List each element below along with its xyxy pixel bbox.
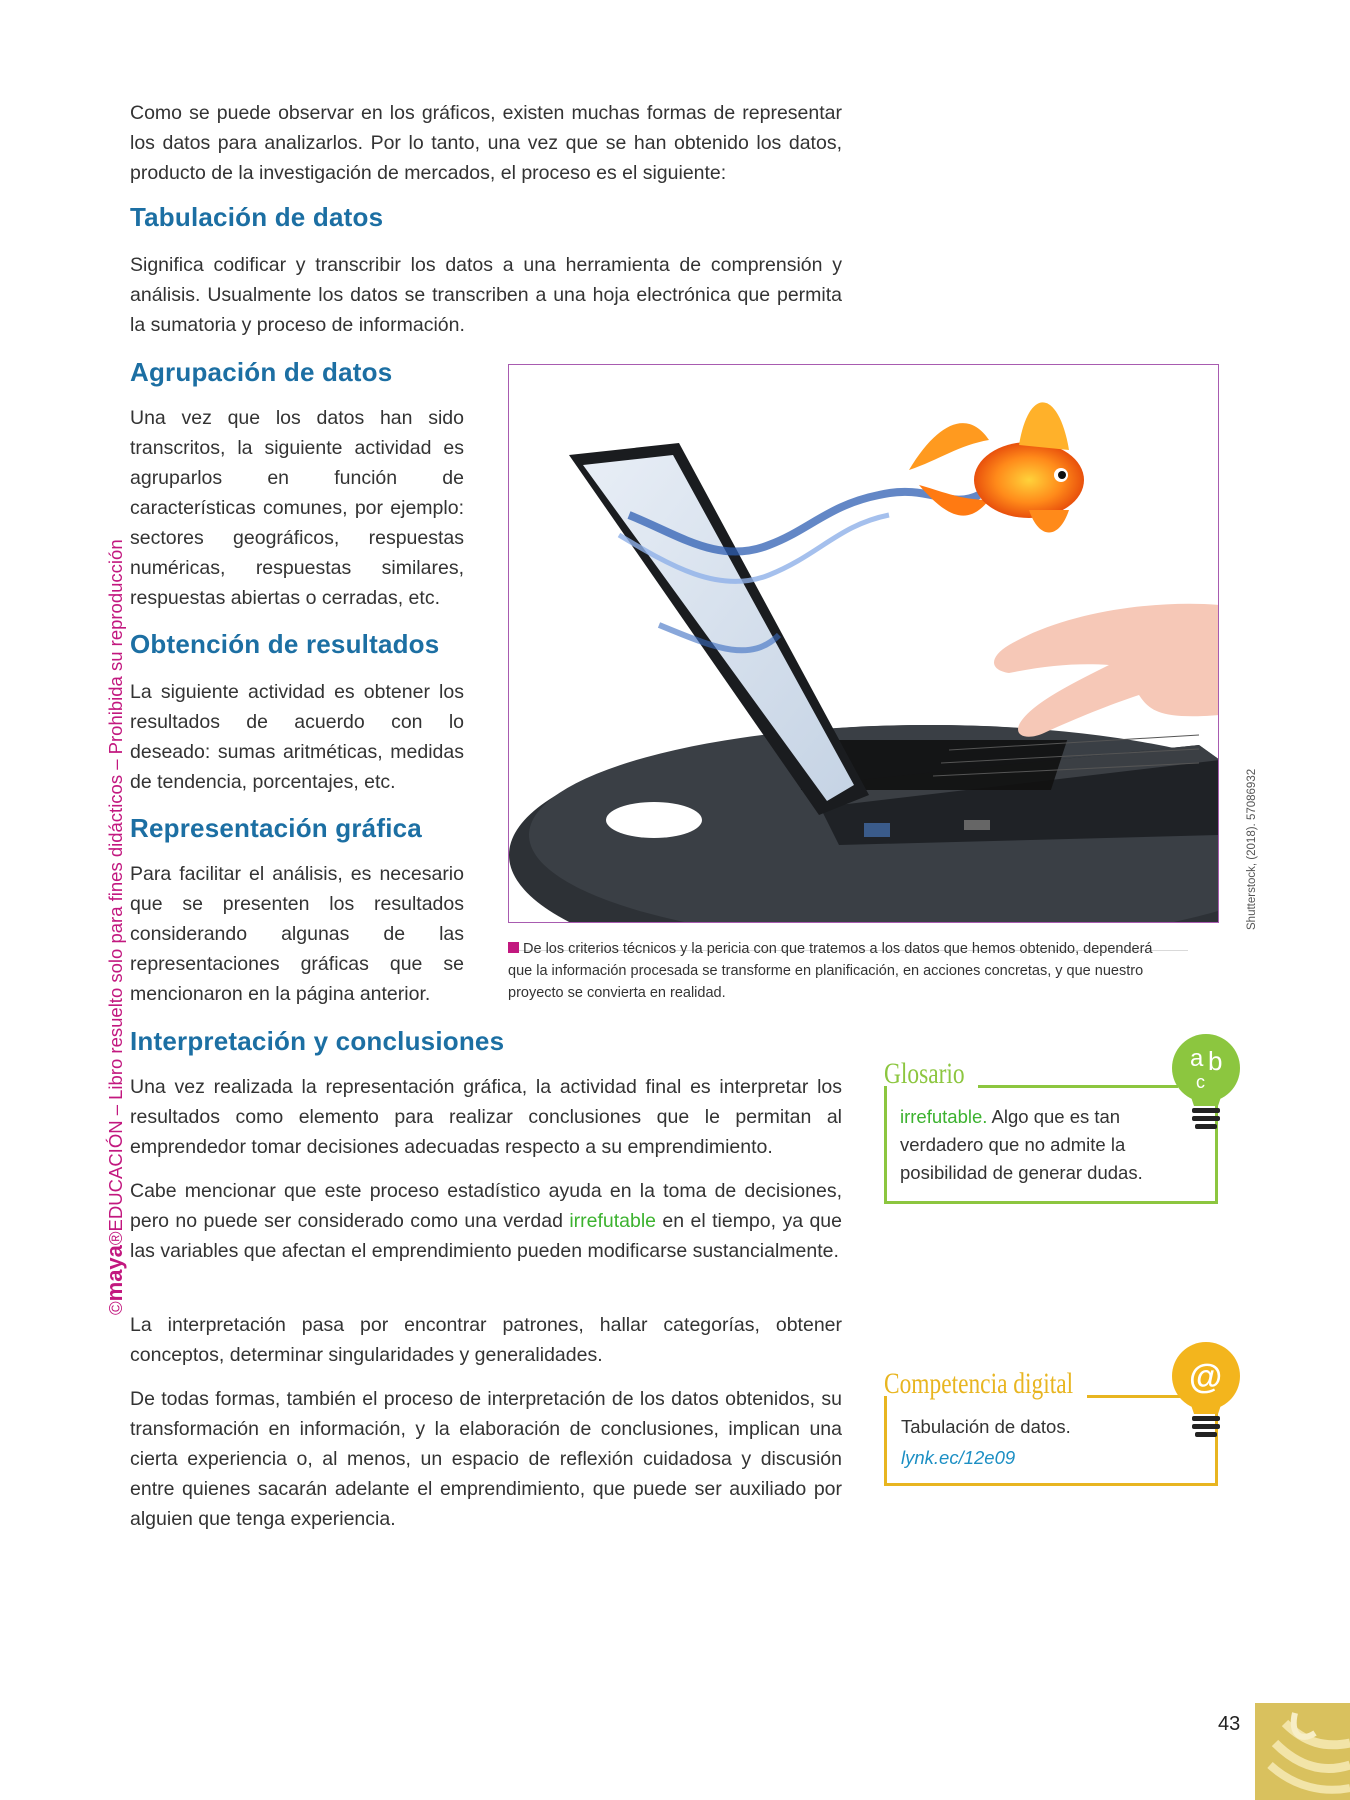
glossary-title-rule — [978, 1085, 1178, 1088]
glossary-title: Glosario — [884, 1057, 965, 1090]
copyright-side-note — [102, 539, 128, 1315]
glossary-entry — [900, 1103, 1200, 1187]
page-number: 43 — [1218, 1713, 1241, 1735]
paragraph-2-start: Cabe mencionar que este proceso estadístico ayuda en la toma de decisiones, pero no puede ser considerado como una verdad — [130, 1180, 842, 1232]
icon-letter-b: b — [1208, 1046, 1223, 1076]
heading-tabulacion: Tabulación de datos — [130, 202, 384, 232]
laptop-goldfish-photo — [508, 364, 1219, 923]
digital-competence-text: Tabulación de datos. — [901, 1416, 1071, 1437]
caption-text: De los criterios técnicos y la pericia con que tratemos a los datos que hemos obtenido, dependerá que la información procesada se transforme en planificación, en acciones concretas, y que nuestro proyecto se convierta en realidad. — [508, 941, 1153, 1001]
caption-marker-icon — [508, 942, 519, 953]
paragraph-interpretacion-2 — [130, 1176, 842, 1266]
heading-representacion: Representación gráfica — [130, 813, 422, 843]
heading-agrupacion: Agrupación de datos — [130, 357, 393, 387]
side-note-text: EDUCACIÓN – Libro resuelto solo para fines didácticos – Prohibida su reproducción — [105, 539, 126, 1232]
heading-obtencion: Obtención de resultados — [130, 629, 440, 659]
photo-illustration — [509, 365, 1219, 923]
hand-swirl-icon — [1255, 1703, 1350, 1800]
paragraph-interpretacion-3: La interpretación pasa por encontrar patrones, hallar categorías, obtener conceptos, determinar singularidades y generalidades. — [130, 1314, 842, 1366]
paragraph-interpretacion-4: De todas formas, también el proceso de interpretación de los datos obtenidos, su transformación en información, y la elaboración de conclusiones, implican una cierta experiencia o, al menos, un espacio de reflexión cuidadosa y discusión entre quienes sacarán adelante el emprendimiento, que puede ser auxiliado por alguien que tenga experiencia. — [130, 1388, 842, 1530]
glossary-definition: Algo que es tan verdadero que no admite la posibilidad de generar dudas. — [900, 1106, 1143, 1183]
glossary-term: irrefutable. — [900, 1106, 988, 1127]
paragraph-obtencion: La siguiente actividad es obtener los resultados de acuerdo con lo deseado: sumas aritméticas, medidas de tendencia, porcentajes, etc. — [130, 681, 464, 793]
corner-decoration — [1255, 1703, 1350, 1800]
photo-credit: Shutterstock, (2018). 57086932 — [1246, 768, 1258, 930]
icon-letter-a: a — [1190, 1045, 1204, 1072]
paragraph-agrupacion: Una vez que los datos han sido transcritos, la siguiente actividad es agruparlos en función de características comunes, por ejemplo: sectores geográficos, respuestas numéricas, respuestas similares, respuestas abiertas o cerradas, etc. — [130, 407, 464, 609]
paragraph-2-end: en el tiempo, ya que las variables que afectan el emprendimiento pueden modificarse sustancialmente. — [130, 1210, 842, 1262]
digital-competence-title: Competencia digital — [884, 1367, 1074, 1400]
heading-interpretacion: Interpretación y conclusiones — [130, 1026, 505, 1056]
lightbulb-at-icon — [1168, 1340, 1244, 1444]
icon-at-symbol: @ — [1189, 1358, 1223, 1396]
brand-name: maya — [102, 1245, 127, 1302]
paragraph-representacion: Para facilitar el análisis, es necesario que se presenten los resultados considerando algunas de las representaciones gráficas que se mencionaron en la página anterior. — [130, 863, 464, 1005]
figure-caption — [508, 938, 1178, 1004]
paragraph-interpretacion-1: Una vez realizada la representación gráfica, la actividad final es interpretar los resultados como elemento para realizar conclusiones que le permitan al emprendedor tomar decisiones adecuadas respecto a su emprendimiento. — [130, 1076, 842, 1158]
icon-letter-c: c — [1196, 1072, 1205, 1092]
digital-competence-link[interactable]: lynk.ec/12e09 — [901, 1447, 1016, 1468]
copyright-symbol: © — [105, 1301, 126, 1315]
intro-paragraph: Como se puede observar en los gráficos, existen muchas formas de representar los datos para analizarlos. Por lo tanto, una vez que se han obtenido los datos, producto de la investigación de mercados, el proceso es el siguiente: — [130, 102, 842, 184]
registered-symbol: ® — [105, 1231, 126, 1246]
glossary-term-link[interactable]: irrefutable — [569, 1210, 657, 1232]
paragraph-tabulacion: Significa codificar y transcribir los datos a una herramienta de comprensión y análisis. Usualmente los datos se transcriben a una hoja electrónica que permita la sumatoria y proceso de información. — [130, 254, 842, 336]
